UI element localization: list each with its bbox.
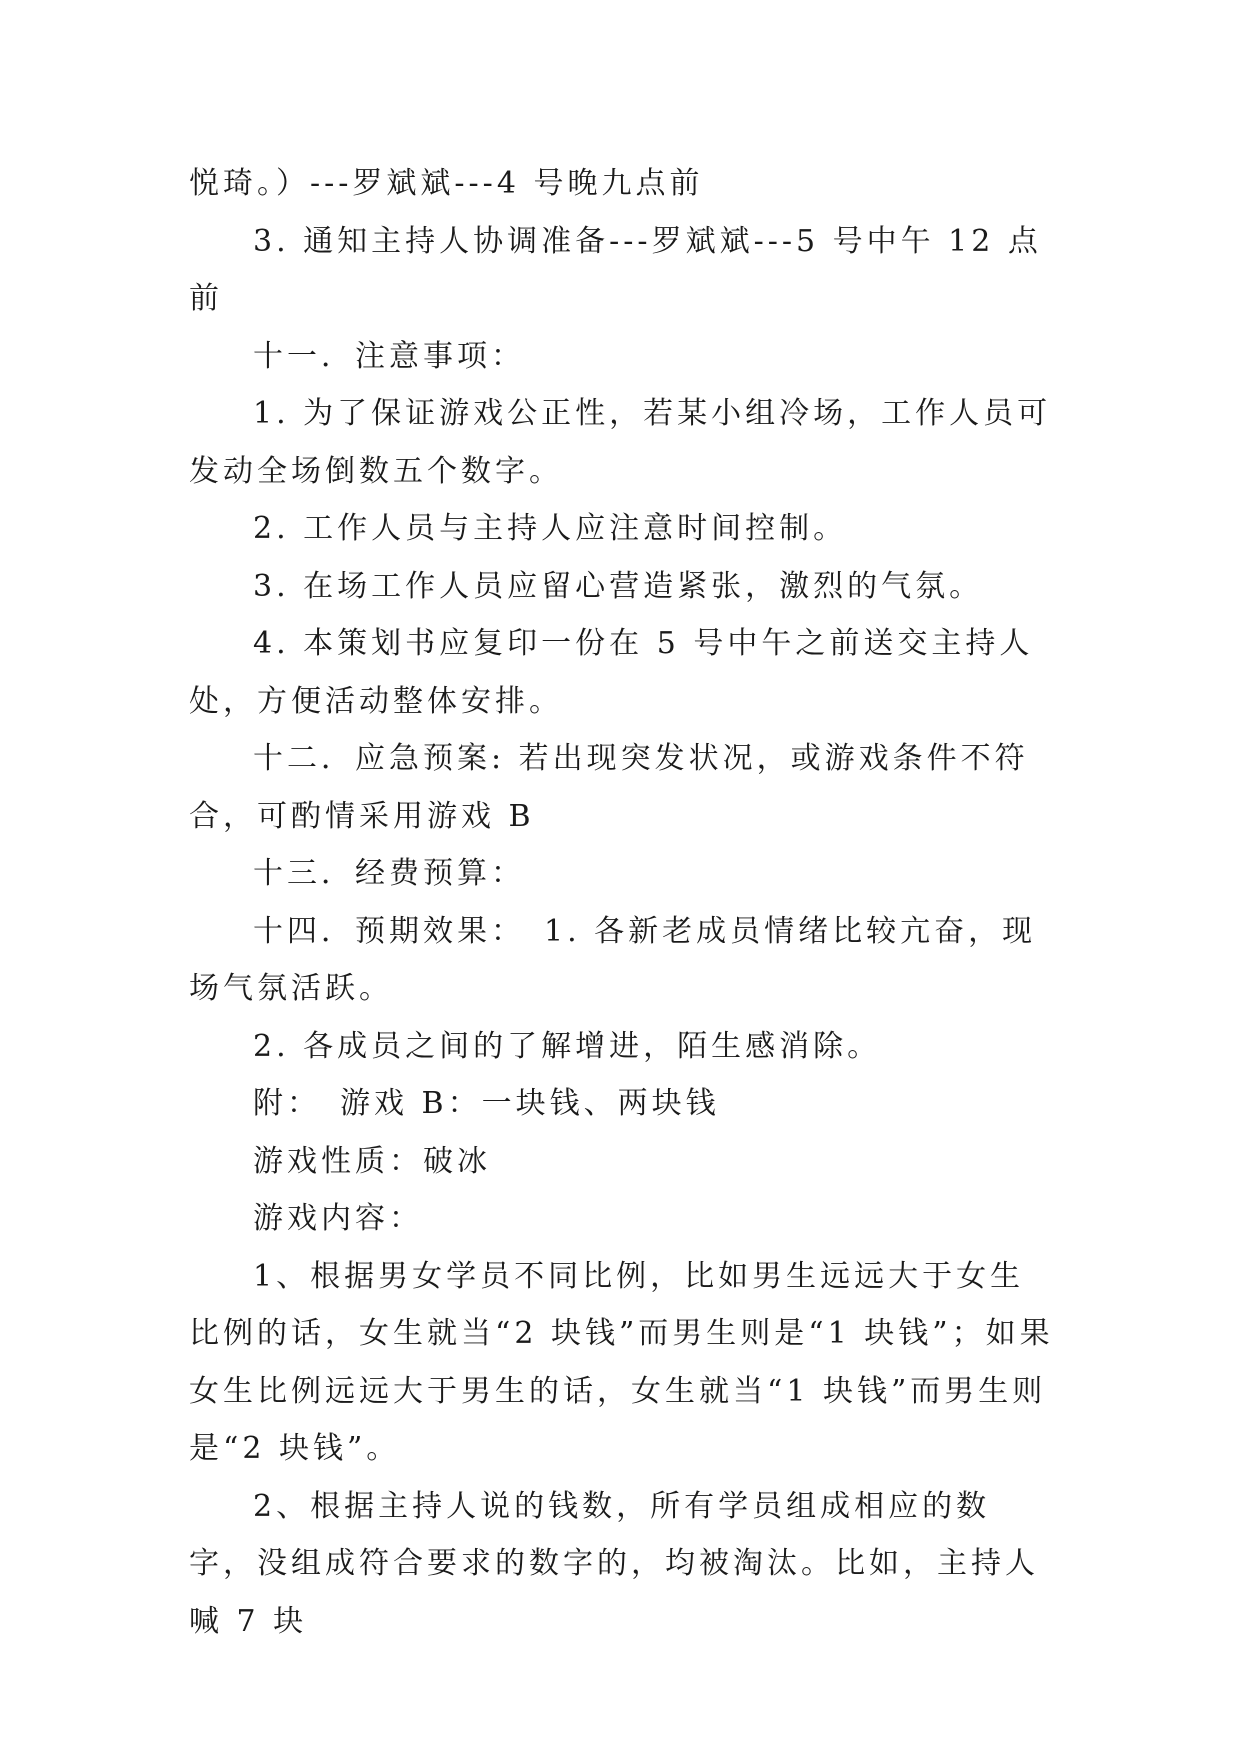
paragraph-task-3: 3. 通知主持人协调准备---罗斌斌---5 号中午 12 点前 [189, 223, 1042, 316]
section-heading-notes: 十一．注意事项： [253, 338, 525, 374]
section-heading-budget: 十三．经费预算： [253, 856, 525, 891]
paragraph-note-3: 3. 在场工作人员应留心营造紧张，激烈的气氛。 [253, 568, 984, 604]
section-emergency-plan: 十二．应急预案: 若出现突发状况，或游戏条件不符合，可酌情采用游戏 B [189, 741, 1029, 834]
appendix-game-b-title: 附： 游戏 B：一块钱、两块钱 [253, 1086, 720, 1121]
paragraph-note-4: 4. 本策划书应复印一份在 5 号中午之前送交主持人处，方便活动整体安排。 [189, 626, 1034, 719]
document-body [189, 155, 1055, 1650]
paragraph-note-2: 2. 工作人员与主持人应注意时间控制。 [253, 511, 848, 546]
game-nature: 游戏性质：破冰 [253, 1143, 491, 1179]
paragraph-note-1: 1. 为了保证游戏公正性，若某小组冷场，工作人员可发动全场倒数五个数字。 [189, 396, 1052, 489]
paragraph-result-2: 2. 各成员之间的了解增进，陌生感消除。 [253, 1028, 882, 1064]
game-content-heading: 游戏内容： [253, 1201, 423, 1236]
section-expected-results: 十四．预期效果： 1. 各新老成员情绪比较亢奋，现场气氛活跃。 [189, 913, 1037, 1006]
game-rule-2: 2、根据主持人说的钱数，所有学员组成相应的数字，没组成符合要求的数字的，均被淘汰。比如，主持人喊 7 块 [189, 1488, 1039, 1639]
paragraph-continuation: 悦琦。）---罗斌斌---4 号晚九点前 [189, 166, 704, 201]
game-rule-1: 1、根据男女学员不同比例，比如男生远远大于女生比例的话，女生就当“2 块钱”而男生则是“1 块钱”；如果女生比例远远大于男生的话，女生就当“1 块钱”而男生则是“2 块钱”。 [189, 1258, 1054, 1466]
